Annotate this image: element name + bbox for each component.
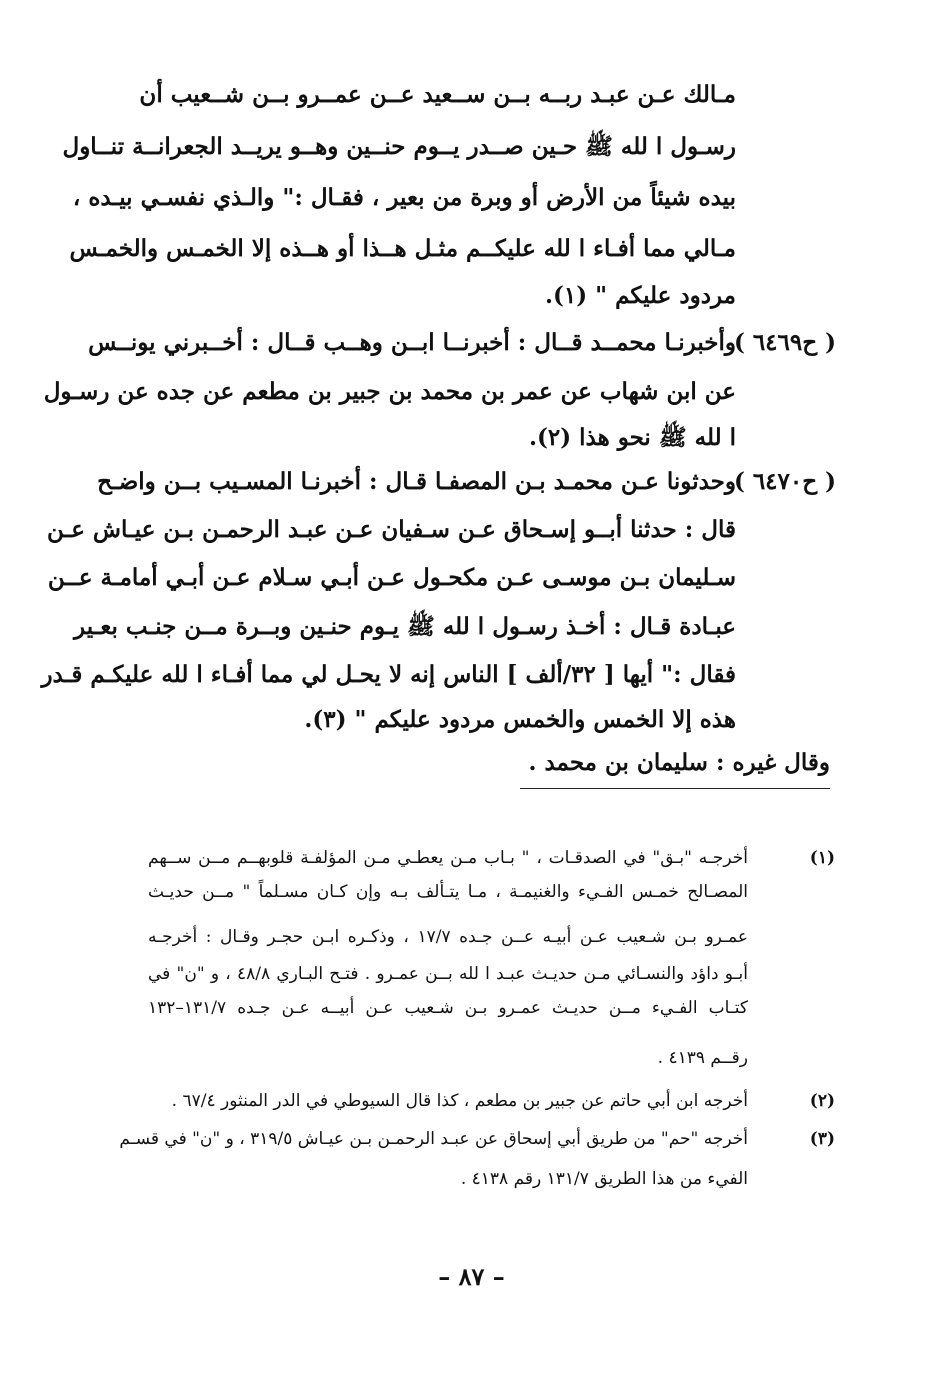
footnote-line: أخرجه ابن أبي حاتم عن جبير بن مطعم ، كذا قال السيوطي في الدر المنثور ٦٧/٤ . bbox=[171, 1091, 748, 1111]
footnote-line: عمـرو بـن شـعيب عـن أبيـه عــن جـده ١٧/٧ ، وذكـره ابـن حجـر وقـال : أخرجـه bbox=[148, 927, 748, 947]
text-line: رسـول ا لله ﷺ حـين صــدر يــوم حنــين وهــو يريــد الجعرانــة تنــاول bbox=[62, 133, 736, 160]
text-line: هذه إلا الخمس والخمس مردود عليكم " (٣). bbox=[304, 706, 736, 733]
footnote-line: كتـاب الفـيء مــن حديـث عمـرو بـن شـعيب عـن أبيــه عـن جـده ١٣١/٧–١٣٢ bbox=[148, 998, 748, 1018]
text-line: مردود عليكم " (١). bbox=[544, 282, 736, 309]
footnote-line: الفيء من هذا الطريق ١٣١/٧ رقم ٤١٣٨ . bbox=[460, 1169, 748, 1189]
hadith-number: ( ح٦٤٦٩ ) bbox=[733, 329, 836, 356]
footnote-number: (٢) bbox=[809, 1091, 835, 1111]
text-line: مـالي مما أفـاء ا لله عليكــم مثـل هــذا أو هــذه إلا الخمـس والخمـس bbox=[69, 235, 736, 262]
footnote-line: أخرجه "حم" من طريق أبي إسحاق عن عبـد الرحمـن بـن عيـاش ٣١٩/٥ ، و "ن" في قسـم bbox=[119, 1129, 748, 1149]
footnote-line: رقــم ٤١٣٩ . bbox=[657, 1048, 748, 1068]
text-line: عبـادة قـال : أخـذ رسـول ا لله ﷺ يـوم حنـين وبــرة مــن جنـب بعـير bbox=[74, 613, 736, 640]
text-line: سـليمان بـن موسـى عـن مكحـول عـن أبـي سـلام عـن أبـي أمامـة عــن bbox=[47, 564, 736, 591]
text-line: عن ابن شهاب عن عمر بن محمد بن جبير بن مطعم عن جده عن رسـول bbox=[43, 378, 736, 405]
text-line: ا لله ﷺ نحو هذا (٢). bbox=[528, 424, 736, 451]
text-line: قال : حدثنا أبــو إسـحاق عـن سـفيان عـن عبـد الرحمـن بـن عيـاش عـن bbox=[46, 516, 736, 543]
footnote-line: أخرجـه "بـق" في الصدقـات ، " بـاب مـن يعطـي مـن المؤلفـة قلوبهــم مــن ســهم bbox=[148, 848, 748, 868]
text-line: وأخبرنـا محمــد قــال : أخبرنــا ابــن وهــب قــال : أخــبرني يونــس bbox=[88, 329, 736, 356]
page-number: – ٨٧ – bbox=[438, 1262, 505, 1291]
text-line: وقال غيره : سليمان بن محمد . bbox=[528, 749, 830, 776]
text-line: بيده شيئاً من الأرض أو وبرة من بعير ، فقـال :" والـذي نفسـي بيـده ، bbox=[72, 184, 736, 211]
footnote-number: (٣) bbox=[809, 1129, 835, 1149]
footnote-line: المصـالح خمـس الفـيء والغنيمـة ، مـا يتـألف بـه وإن كـان مسـلماً " مــن حديـث bbox=[148, 882, 748, 902]
hadith-number: ( ح٦٤٧٠ ) bbox=[733, 468, 836, 495]
footnote-line: أبـو داؤد والنسـائي مـن حديـث عبـد ا لله بــن عمـرو . فتـح البـاري ٤٨/٨ ، و "ن" في bbox=[148, 964, 748, 984]
text-line: فقال :" أيها [ ٣٢/ألف ] الناس إنه لا يحـل لي مما أفـاء ا لله عليكـم قـدر bbox=[41, 661, 736, 688]
footnote-number: (١) bbox=[809, 848, 835, 868]
text-line: مـالك عـن عبـد ربــه بــن ســعيد عــن عمــرو بــن شــعيب أن bbox=[139, 81, 736, 108]
text-line: وحدثونا عـن محمـد بـن المصفـا قـال : أخبرنـا المسـيب بــن واضـح bbox=[97, 468, 736, 495]
footnote-separator bbox=[520, 788, 830, 789]
